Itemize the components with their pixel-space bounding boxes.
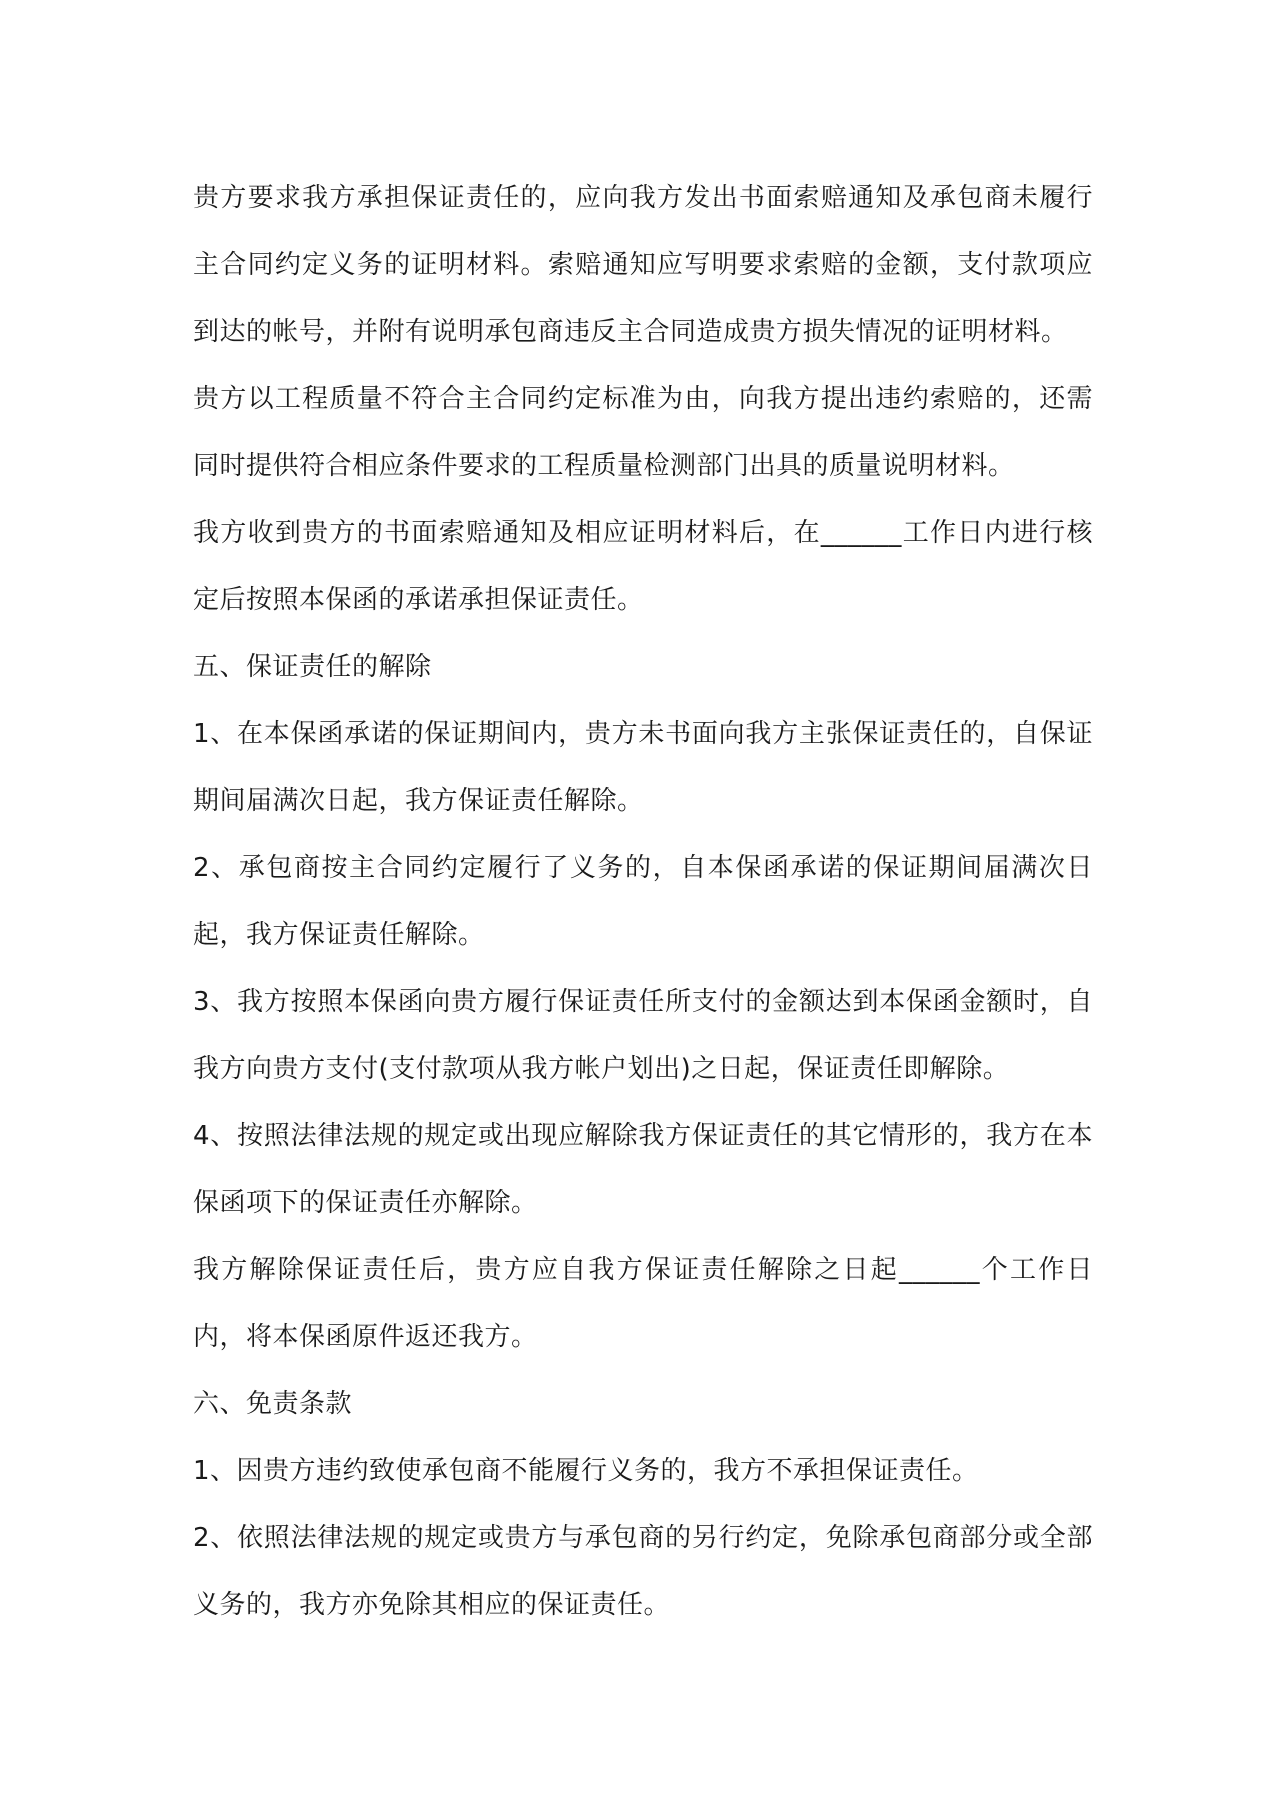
section-heading-release: 五、保证责任的解除 [193, 652, 432, 682]
clause-exemption-2: 2、依照法律法规的规定或贵方与承包商的另行约定，免除承包商部分或全部义务的，我方亦免除其相应的保证责任。 [193, 1523, 1093, 1620]
paragraph-claim-notice: 贵方要求我方承担保证责任的，应向我方发出书面索赔通知及承包商未履行主合同约定义务的证明材料。索赔通知应写明要求索赔的金额，支付款项应到达的帐号，并附有说明承包商违反主合同造成贵方损失情况的证明材料。 [193, 183, 1093, 347]
paragraph-quality-claim: 贵方以工程质量不符合主合同约定标准为由，向我方提出违约索赔的，还需同时提供符合相应条件要求的工程质量检测部门出具的质量说明材料。 [193, 384, 1093, 481]
section-heading-exemption: 六、免责条款 [193, 1389, 353, 1419]
clause-release-1: 1、在本保函承诺的保证期间内，贵方未书面向我方主张保证责任的，自保证期间届满次日起，我方保证责任解除。 [193, 719, 1093, 816]
paragraph-return-original: 我方解除保证责任后，贵方应自我方保证责任解除之日起______个工作日内，将本保函原件返还我方。 [193, 1255, 1093, 1352]
clause-exemption-1: 1、因贵方违约致使承包商不能履行义务的，我方不承担保证责任。 [193, 1456, 979, 1486]
clause-release-3: 3、我方按照本保函向贵方履行保证责任所支付的金额达到本保函金额时，自我方向贵方支付(支付款项从我方帐户划出)之日起，保证责任即解除。 [193, 987, 1093, 1084]
clause-release-2: 2、承包商按主合同约定履行了义务的，自本保函承诺的保证期间届满次日起，我方保证责任解除。 [193, 853, 1093, 950]
document-body [193, 165, 1093, 1639]
clause-release-4: 4、按照法律法规的规定或出现应解除我方保证责任的其它情形的，我方在本保函项下的保证责任亦解除。 [193, 1121, 1093, 1218]
paragraph-verification-period: 我方收到贵方的书面索赔通知及相应证明材料后，在______工作日内进行核定后按照本保函的承诺承担保证责任。 [193, 518, 1093, 615]
